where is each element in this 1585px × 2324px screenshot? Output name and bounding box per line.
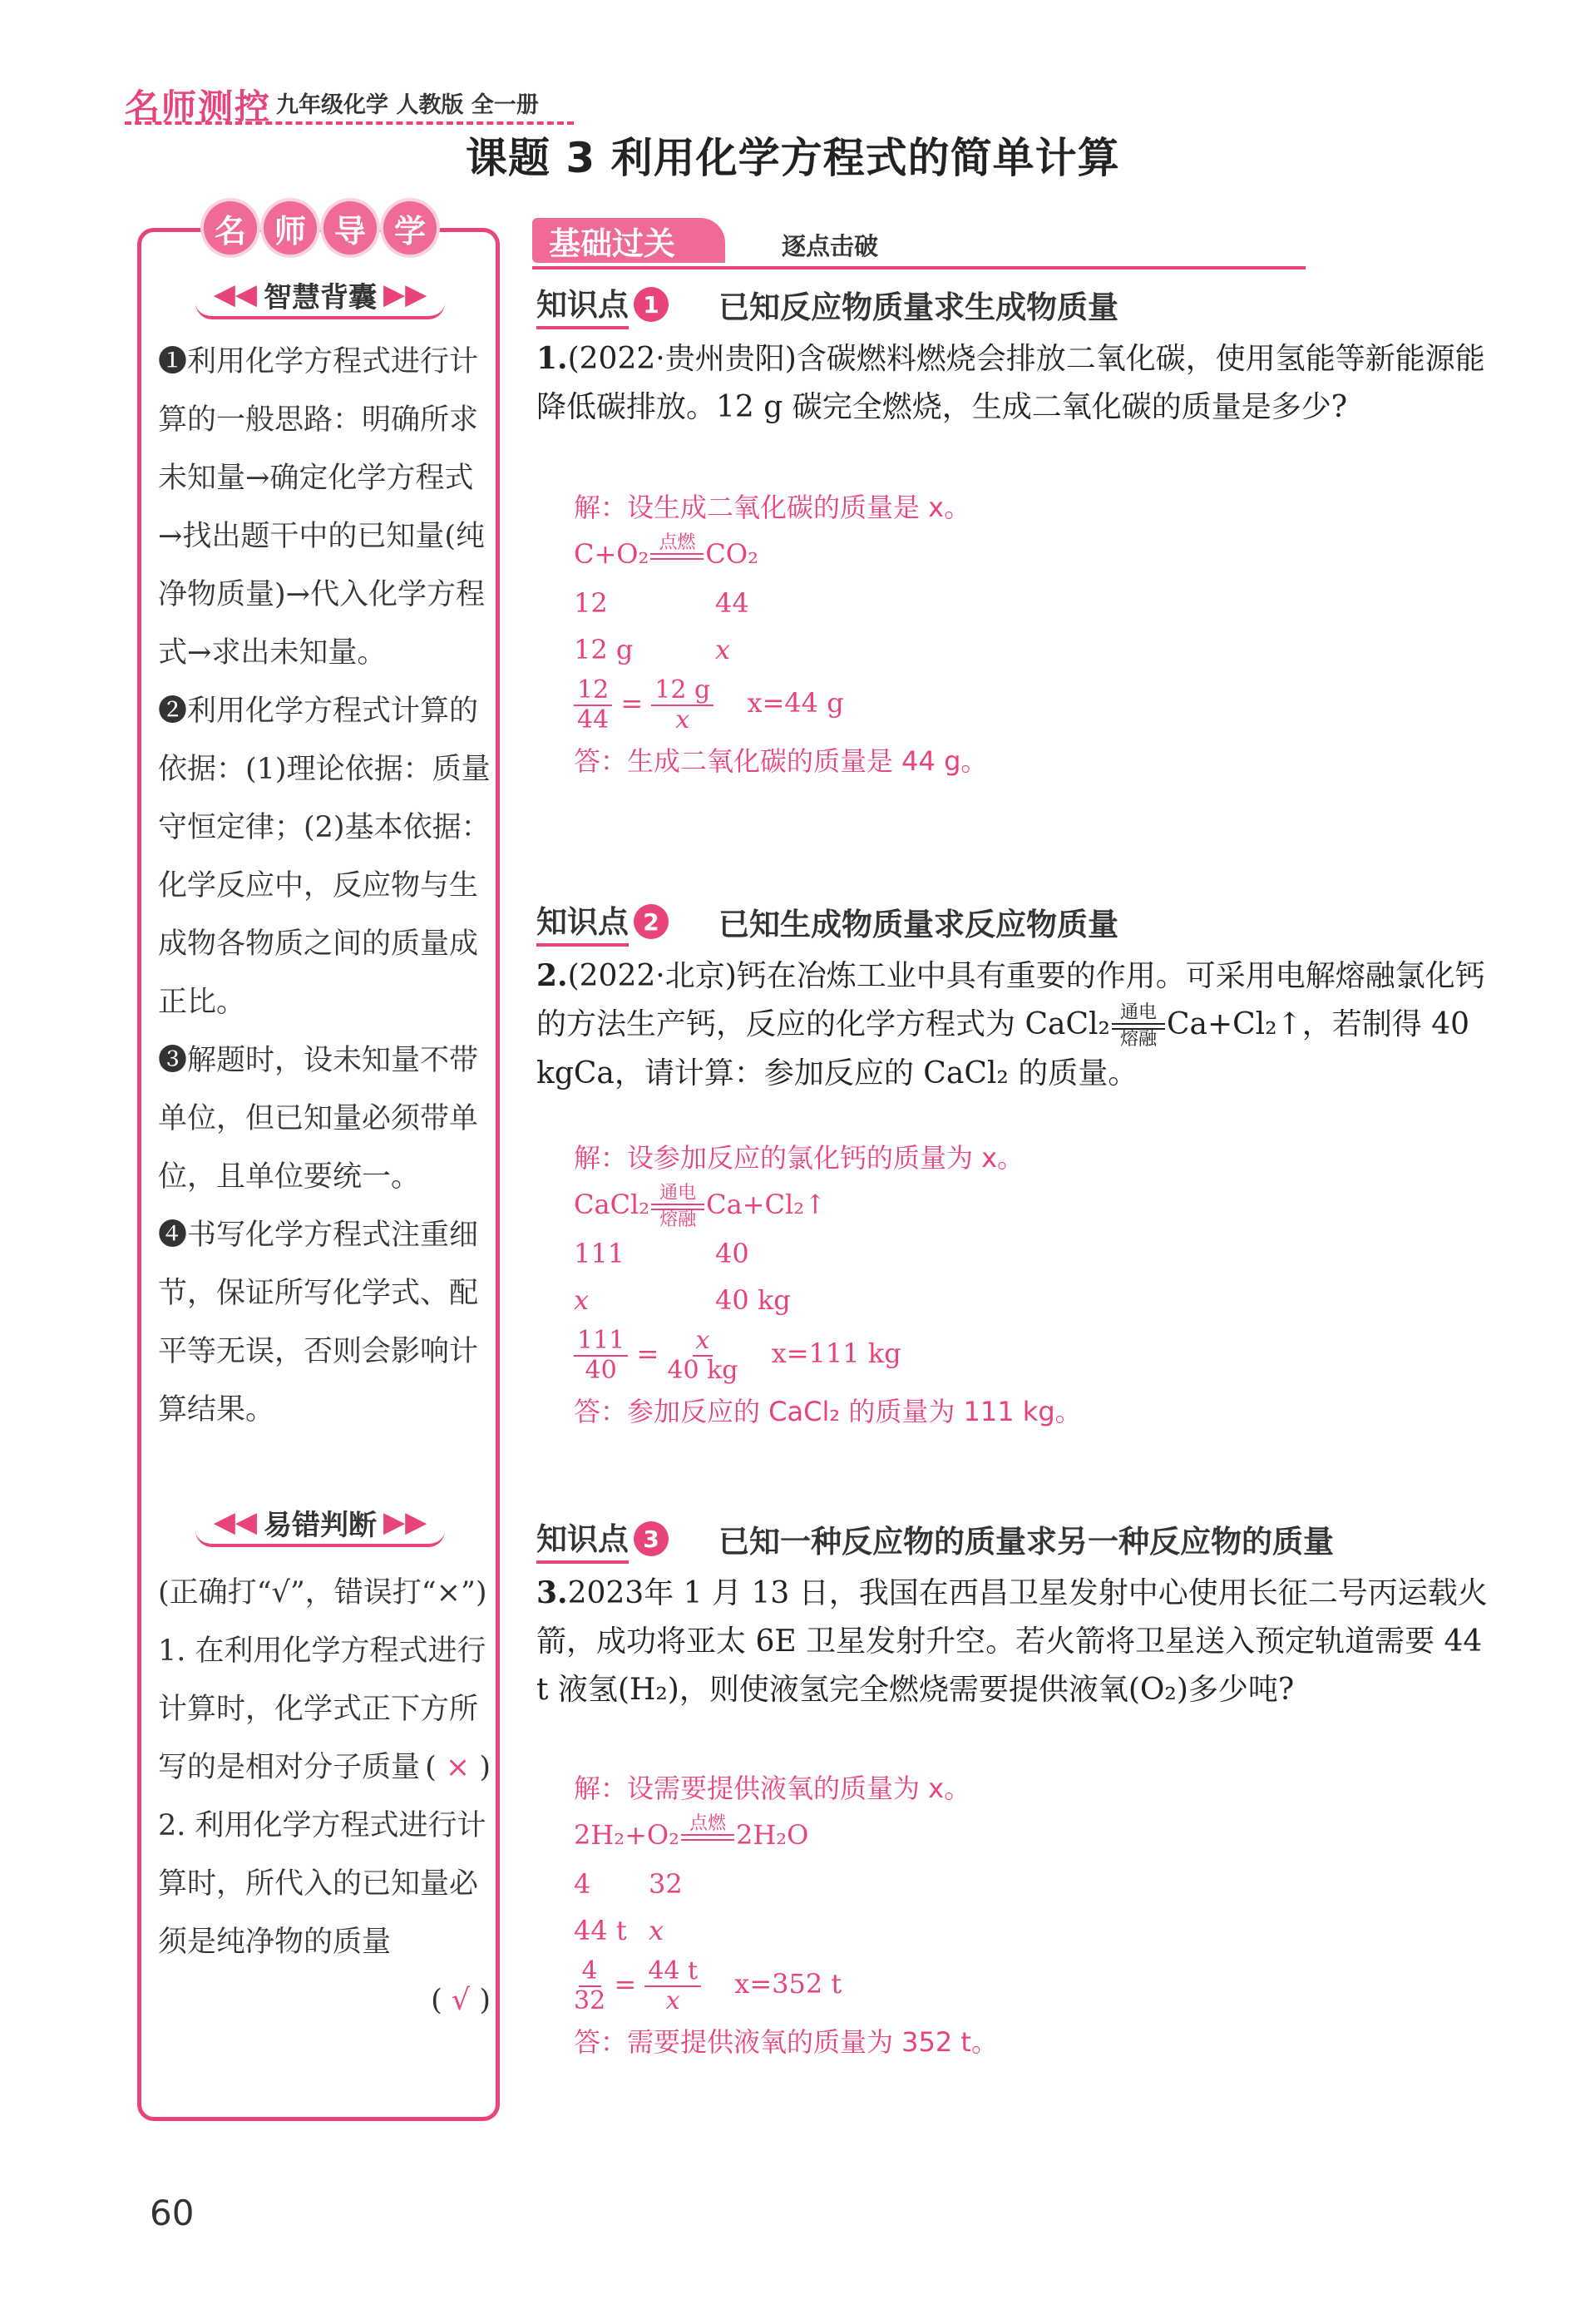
knowledge-point-2: 知识点 2 已知生成物质量求反应物质量: [536, 898, 1118, 945]
judgement-item: 2. 利用化学方程式进行计算时，所代入的已知量必须是纯净物的质量 ( √ ): [158, 1809, 491, 2017]
question-text: (2022·贵州贵阳)含碳燃料燃烧会排放二氧化碳，使用氢能等新能源能降低碳排放。12 g 碳完全燃烧，生成二氧化碳的质量是多少?: [536, 342, 1485, 424]
wisdom-item: ❷利用化学方程式计算的依据：(1)理论依据：质量守恒定律；(2)基本依据：化学反应中，反应物与生成物各物质之间的质量成正比。: [158, 695, 491, 1019]
sidebar-banner: [204, 198, 437, 258]
banner-char: 导: [323, 201, 377, 255]
kp-title: 已知反应物质量求生成物质量: [718, 289, 1118, 325]
banner-subtitle: 逐点击破: [782, 232, 879, 260]
knowledge-point-3: 知识点 3 已知一种反应物的质量求另一种反应物的质量: [536, 1516, 1334, 1562]
number-badge: 2: [634, 904, 669, 939]
section-title-wisdom: ◀◀ 智慧背囊 ▶▶: [195, 273, 445, 319]
kp-title: 已知一种反应物的质量求另一种反应物的质量: [718, 1524, 1334, 1560]
instruction: (正确打“√”，错误打“×”): [158, 1576, 487, 1609]
chevron-right-icon: ▶▶: [383, 278, 427, 311]
page-number: 60: [150, 2193, 195, 2233]
banner-char: 名: [204, 201, 257, 255]
number-badge: 1: [634, 287, 669, 322]
number-badge: 3: [634, 1521, 669, 1556]
question-1: 1.(2022·贵州贵阳)含碳燃料燃烧会排放二氧化碳，使用氢能等新能源能降低碳排放。12 g 碳完全燃烧，生成二氧化碳的质量是多少?: [536, 341, 1485, 424]
judgement-mark: ×: [445, 1751, 471, 1784]
question-2: 2.(2022·北京)钙在冶炼工业中具有重要的作用。可采用电解熔融氯化钙的方法生产钙，反应的化学方程式为 CaCl₂ 通电 熔融 Ca+Cl₂↑，若制得 40 kgCa，请计算：参加反应的 CaCl₂ 的质量。: [536, 958, 1485, 1090]
book-info: 九年级化学 人教版 全一册: [276, 92, 539, 118]
chevron-right-icon: ▶▶: [383, 1506, 427, 1539]
solution-3: 解：设需要提供液氧的质量为 x。 2H₂+O₂ 点燃 2H₂O 4 32 44 t x $\frac{4}{32}$ = $\frac{44 t}{x}$ x=352 t 答：需要提供液氧的质量为 352 t。: [574, 1773, 998, 2058]
banner-char: 学: [383, 201, 437, 255]
judgement-mark: √: [451, 1984, 471, 2017]
banner-char: 师: [264, 201, 317, 255]
solution-1: 解：设生成二氧化碳的质量是 x。 C+O₂ 点燃 CO₂ 12 44 12 g x $\frac{12}{44}$ = $\frac{12 g}{x}$ x=44 g 答：生成二氧化碳的质量是 44 g。: [574, 492, 988, 777]
wisdom-item: ❸解题时，设未知量不带单位，但已知量必须带单位，且单位要统一。: [158, 1044, 479, 1194]
chevron-left-icon: ◀◀: [213, 278, 257, 311]
chevron-left-icon: ◀◀: [213, 1506, 257, 1539]
section-banner: [532, 218, 1306, 269]
knowledge-point-1: 知识点 1 已知反应物质量求生成物质量: [536, 281, 1118, 328]
wisdom-list: [158, 333, 491, 1439]
wisdom-item: ❹书写化学方程式注重细节，保证所写化学式、配平等无误，否则会影响计算结果。: [158, 1219, 479, 1427]
kp-title: 已知生成物质量求反应物质量: [718, 907, 1118, 942]
question-3: 3.2023年 1 月 13 日，我国在西昌卫星发射中心使用长征二号丙运载火箭，成功将亚太 6E 卫星发射升空。若火箭将卫星送入预定轨道需要 44 t 液氢(H₂)，则使液氢完全燃烧需要提供液氧(O₂)多少吨?: [536, 1575, 1488, 1707]
solution-2: 解：设参加反应的氯化钙的质量为 x。 CaCl₂ 通电 熔融 Ca+Cl₂↑ 111 40 x 40 kg $\frac{111}{40}$ = $\frac{x}{40 kg}$ x=111 kg 答：参加反应的 CaCl₂ 的质量为 111 kg。: [574, 1142, 1082, 1427]
target-icon: [732, 226, 757, 251]
section-title-errors: ◀◀ 易错判断 ▶▶: [195, 1501, 445, 1547]
lesson-title: 课题 3 利用化学方程式的简单计算: [466, 134, 1120, 182]
brand-logo: 名师测控: [125, 87, 272, 127]
error-judgement: [158, 1564, 491, 2030]
judgement-item: 1. 在利用化学方程式进行计算时，化学式正下方所写的是相对分子质量 ( × ): [158, 1634, 491, 1784]
wisdom-item: ❶利用化学方程式进行计算的一般思路：明确所求未知量→确定化学方程式→找出题干中的已知量(纯净物质量)→代入化学方程式→求出未知量。: [158, 345, 485, 670]
banner-tag: 基础过关: [532, 218, 725, 263]
